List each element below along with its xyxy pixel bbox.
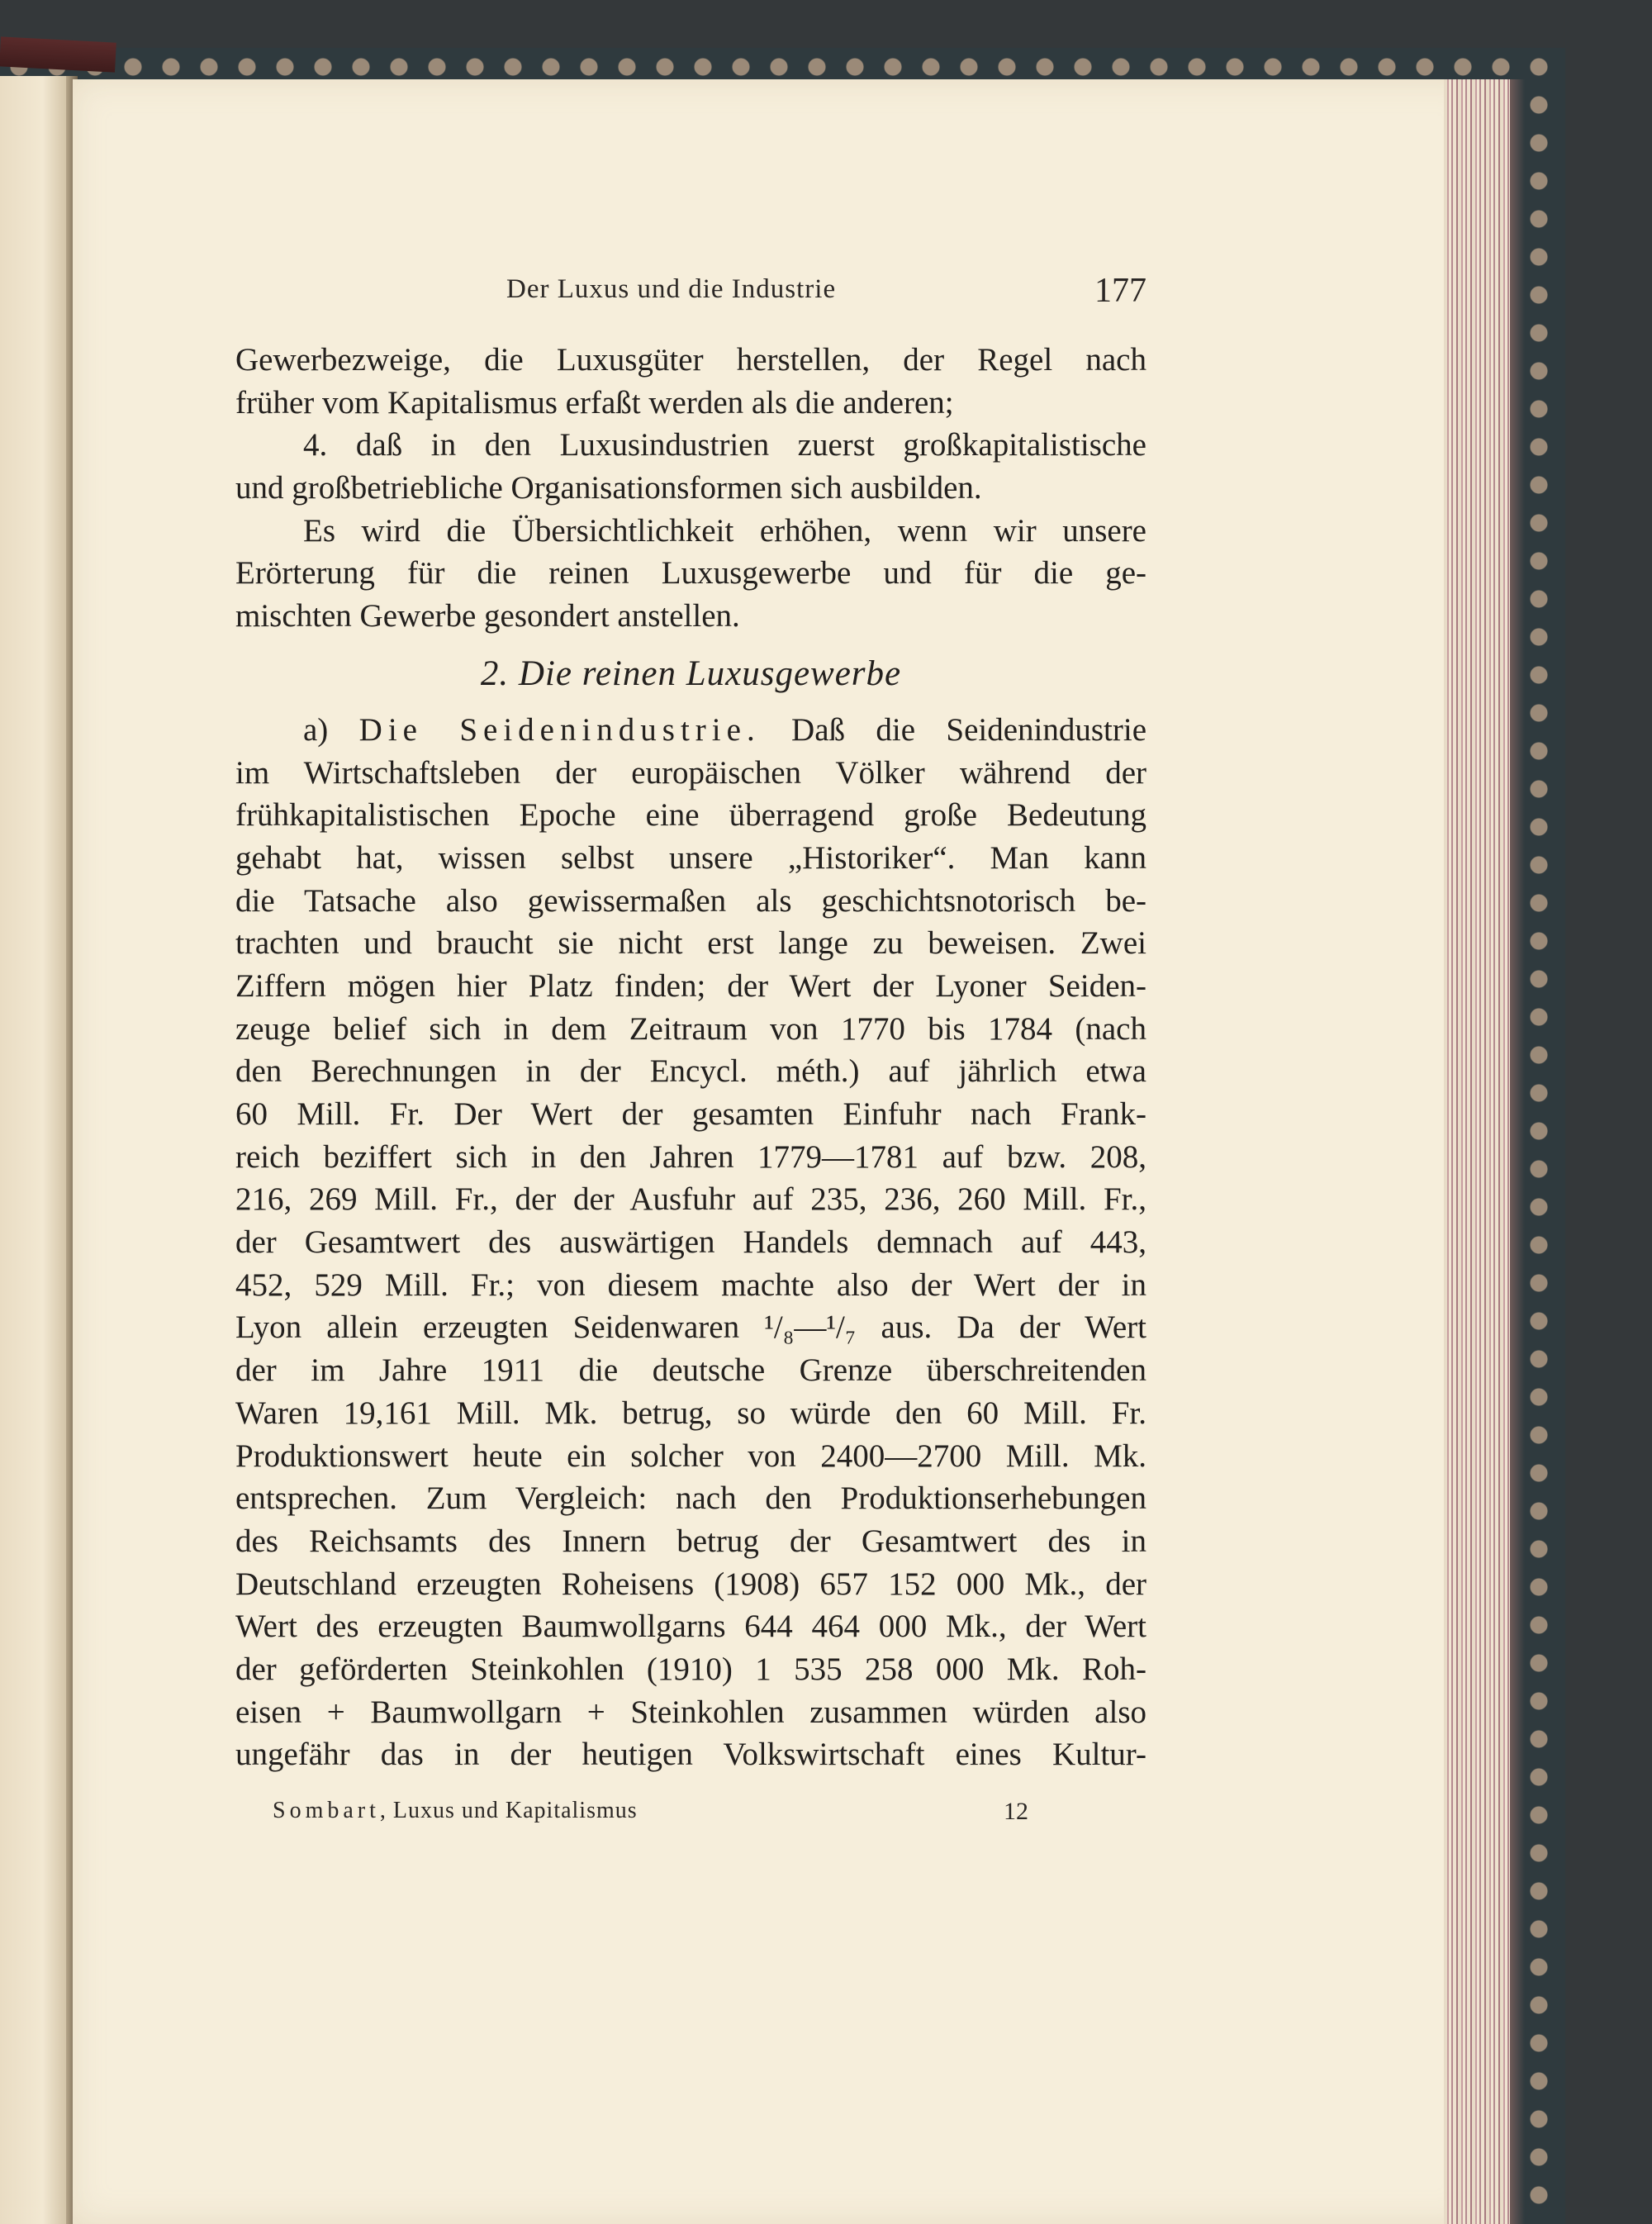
paragraph-point-4 [235, 424, 1146, 509]
subsection-label: Die Seidenindustrie. [358, 711, 761, 748]
text-line: der im Jahre 1911 die deutsche Grenze überschreitenden [235, 1352, 1146, 1389]
text-line: der geförderten Steinkohlen (1910) 1 535 258 000 Mk. Roh- [235, 1651, 1146, 1687]
sheet-number: 12 [1004, 1798, 1028, 1825]
text-run: Daß die Seidenindustrie [760, 711, 1146, 748]
page-number: 177 [1094, 272, 1146, 310]
text-line: trachten und braucht sie nicht erst lange zu beweisen. Zwei [235, 925, 1146, 962]
text-line-first [235, 709, 1146, 752]
text-line: der Gesamtwert des auswärtigen Handels demnach auf 443, [235, 1224, 1146, 1261]
footer-author: Sombart [273, 1798, 380, 1823]
text-line: Erörterung für die reinen Luxusgewerbe und für die ge- [235, 555, 1146, 592]
text-line: 452, 529 Mill. Fr.; von diesem machte also der Wert der in [235, 1266, 1146, 1303]
text-line: mischten Gewerbe gesondert anstellen. [235, 598, 740, 634]
text-line: im Wirtschaftsleben der europäischen Völker während der [235, 754, 1146, 791]
footer-title: , Luxus und Kapitalismus [379, 1798, 638, 1823]
ribbon-bookmark [0, 36, 116, 72]
text-line: 216, 269 Mill. Fr., der der Ausfuhr auf 235, 236, 260 Mill. Fr., [235, 1181, 1146, 1218]
page-edge-shadow [1510, 79, 1525, 2224]
left-page-edge [0, 76, 71, 2224]
text-line: 60 Mill. Fr. Der Wert der gesamten Einfuhr nach Frank- [235, 1096, 1146, 1132]
text-line: Es wird die Übersichtlichkeit erhöhen, wenn wir unsere [303, 512, 1146, 549]
subsection-prefix: a) [303, 711, 359, 748]
text-line: früher vom Kapitalismus erfaßt werden als die anderen; [235, 384, 954, 421]
body-text [235, 339, 1146, 1776]
text-line: des Reichsamts des Innern betrug der Gesamtwert des in [235, 1523, 1146, 1559]
text-line: den Berechnungen in der Encycl. méth.) auf jährlich etwa [235, 1053, 1146, 1090]
text-line: frühkapitalistischen Epoche eine überragend große Bedeutung [235, 797, 1146, 834]
text-line: Waren 19,161 Mill. Mk. betrug, so würde den 60 Mill. Fr. [235, 1395, 1146, 1431]
paragraph-overview [235, 510, 1146, 638]
paragraph-silk-industry [235, 709, 1146, 1776]
page-footer [273, 1798, 1028, 1831]
text-line: und großbetriebliche Organisationsformen sich ausbilden. [235, 470, 982, 506]
text-line: Wert des erzeugten Baumwollgarns 644 464 000 Mk., der Wert [235, 1609, 1146, 1645]
text-line: Ziffern mögen hier Platz finden; der Wert der Lyoner Seiden- [235, 967, 1146, 1004]
text-line: 4. daß in den Luxusindustrien zuerst großkapitalistische [303, 427, 1146, 463]
paragraph-continued [235, 339, 1146, 424]
page-stack-edge [1444, 79, 1510, 2224]
text-line: ungefähr das in der heutigen Volkswirtschaft eines Kultur- [235, 1737, 1146, 1773]
section-heading: 2. Die reinen Luxusgewerbe [480, 653, 902, 693]
running-head: Der Luxus und die Industrie [506, 274, 837, 304]
text-line: Produktionswert heute ein solcher von 2400—2700 Mill. Mk. [235, 1438, 1146, 1474]
text-line: die Tatsache also gewissermaßen als geschichtsnotorisch be- [235, 882, 1146, 919]
text-line: gehabt hat, wissen selbst unsere „Historiker“. Man kann [235, 839, 1146, 876]
text-line: zeuge belief sich in dem Zeitraum von 1770 bis 1784 (nach [235, 1010, 1146, 1047]
text-line: entsprechen. Zum Vergleich: nach den Produktionserhebungen [235, 1480, 1146, 1517]
text-line: reich beziffert sich in den Jahren 1779—1781 auf bzw. 208, [235, 1138, 1146, 1175]
text-line: Lyon allein erzeugten Seidenwaren ¹/₈—¹/₇ aus. Da der Wert [235, 1309, 1146, 1346]
text-line: Gewerbezweige, die Luxusgüter herstellen, der Regel nach [235, 342, 1146, 378]
text-line: eisen + Baumwollgarn + Steinkohlen zusammen würden also [235, 1694, 1146, 1730]
footer-signature [273, 1798, 638, 1824]
text-line: Deutschland erzeugten Roheisens (1908) 657 152 000 Mk., der [235, 1566, 1146, 1602]
page-header [506, 274, 1146, 316]
